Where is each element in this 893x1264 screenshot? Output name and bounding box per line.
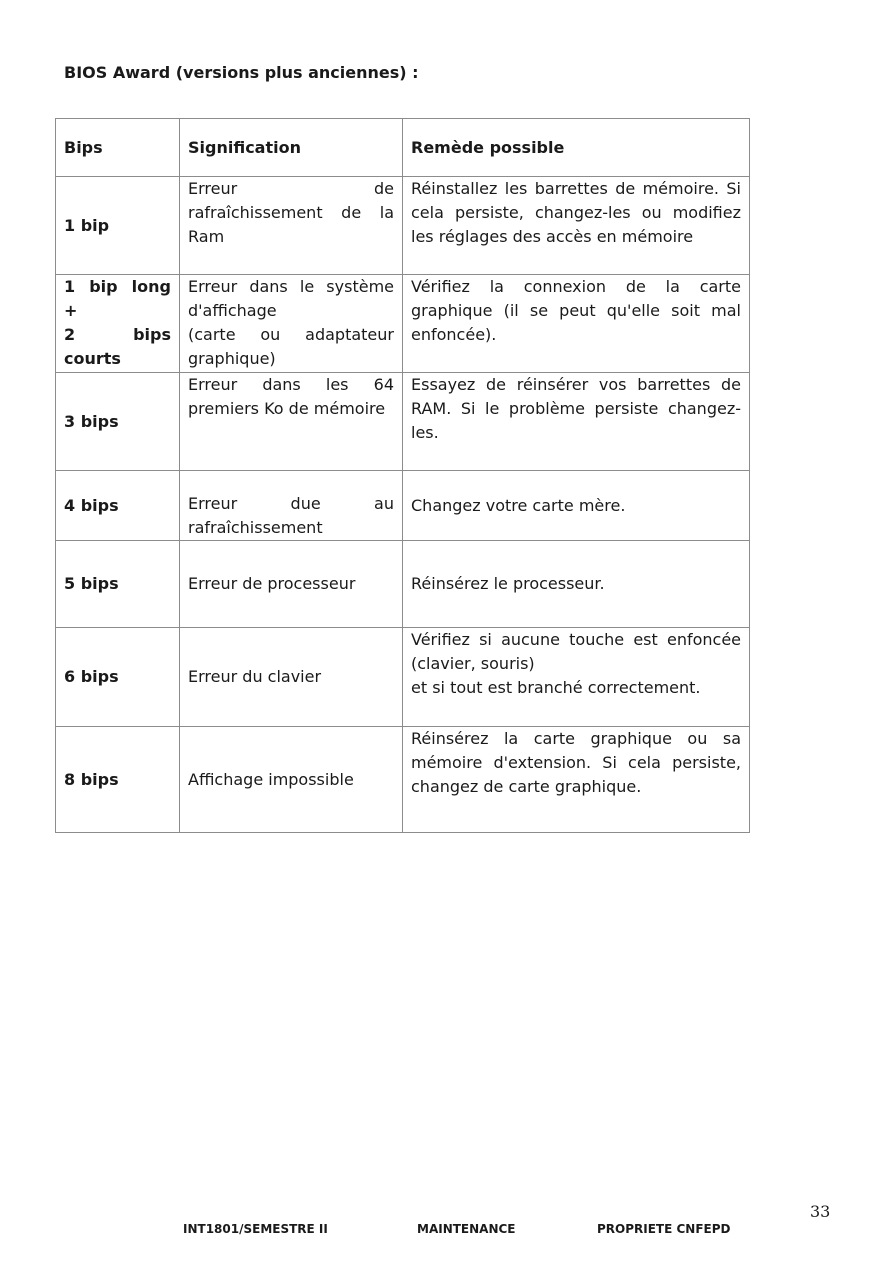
table-row (56, 471, 750, 541)
header-bips: Bips (56, 119, 180, 177)
signification-cell: Erreur dans le système d'affichage (carte ou adaptateur graphique) (180, 275, 403, 373)
table-row (56, 541, 750, 628)
table-row (56, 628, 750, 727)
bips-cell: 4 bips (56, 471, 180, 541)
signification-cell: Erreur due au rafraîchissement (180, 471, 403, 541)
header-remede: Remède possible (403, 119, 750, 177)
table-row (56, 727, 750, 833)
signification-cell: Erreur de rafraîchissement de la Ram (180, 177, 403, 275)
bips-cell: 6 bips (56, 628, 180, 727)
header-signification: Signification (180, 119, 403, 177)
bips-cell: 3 bips (56, 373, 180, 471)
signification-cell: Erreur du clavier (180, 628, 403, 727)
footer-subject: MAINTENANCE (417, 1222, 516, 1236)
signification-cell: Erreur dans les 64 premiers Ko de mémoire (180, 373, 403, 471)
footer-owner: PROPRIETE CNFEPD (597, 1222, 731, 1236)
signification-cell: Affichage impossible (180, 727, 403, 833)
bips-cell: 1 bip (56, 177, 180, 275)
remede-cell: Changez votre carte mère. (403, 471, 750, 541)
table-row (56, 275, 750, 373)
remede-cell: Réinstallez les barrettes de mémoire. Si cela persiste, changez-les ou modifiez les réglages des accès en mémoire (403, 177, 750, 275)
table-row (56, 373, 750, 471)
remede-cell: Vérifiez la connexion de la carte graphique (il se peut qu'elle soit mal enfoncée). (403, 275, 750, 373)
remede-cell: Vérifiez si aucune touche est enfoncée (clavier, souris) et si tout est branché correctement. (403, 628, 750, 727)
table-header-row (56, 119, 750, 177)
page-heading: BIOS Award (versions plus anciennes) : (64, 63, 419, 82)
remede-cell: Réinsérez la carte graphique ou sa mémoire d'extension. Si cela persiste, changez de carte graphique. (403, 727, 750, 833)
bips-cell: 5 bips (56, 541, 180, 628)
table-row (56, 177, 750, 275)
footer-course: INT1801/SEMESTRE II (183, 1222, 328, 1236)
bips-cell: 1 bip long + 2 bips courts (56, 275, 180, 373)
bips-cell: 8 bips (56, 727, 180, 833)
signification-cell: Erreur de processeur (180, 541, 403, 628)
page-number: 33 (810, 1202, 831, 1221)
remede-cell: Essayez de réinsérer vos barrettes de RAM. Si le problème persiste changez- les. (403, 373, 750, 471)
bios-beep-table (55, 118, 750, 833)
remede-cell: Réinsérez le processeur. (403, 541, 750, 628)
